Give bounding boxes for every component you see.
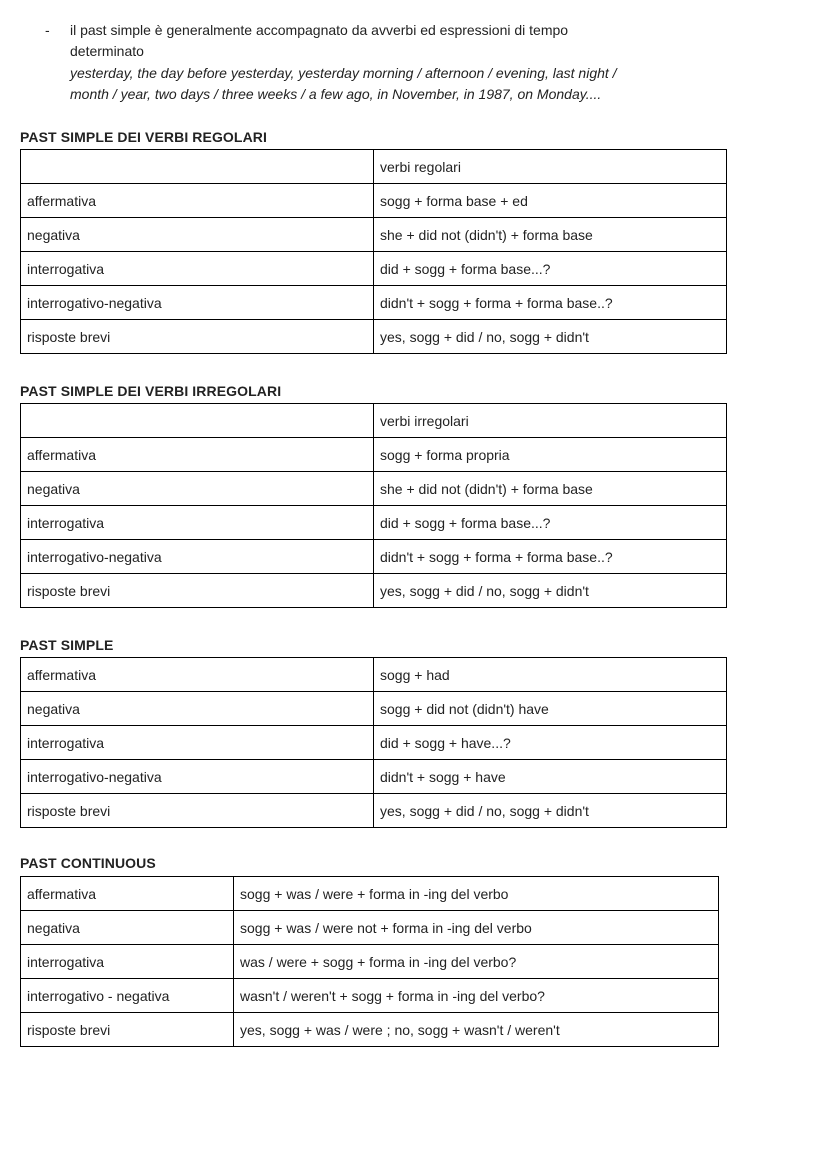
table-cell: verbi irregolari xyxy=(374,404,727,438)
table-cell: verbi regolari xyxy=(374,150,727,184)
table-cell: interrogativo-negativa xyxy=(21,540,374,574)
table-past-continuous xyxy=(20,876,719,1047)
table-cell: wasn't / weren't + sogg + forma in -ing del verbo? xyxy=(234,979,719,1013)
table-cell xyxy=(21,404,374,438)
table-cell: affermativa xyxy=(21,877,234,911)
table-cell: risposte brevi xyxy=(21,574,374,608)
table-row xyxy=(21,760,727,794)
table-row xyxy=(21,218,727,252)
table-cell: sogg + did not (didn't) have xyxy=(374,692,727,726)
table-cell: negativa xyxy=(21,218,374,252)
table-cell: did + sogg + forma base...? xyxy=(374,252,727,286)
table-cell: yes, sogg + did / no, sogg + didn't xyxy=(374,574,727,608)
bullet-examples-line-1: yesterday, the day before yesterday, yesterday morning / afternoon / evening, last night / xyxy=(70,65,617,81)
section-heading-irregular: PAST SIMPLE DEI VERBI IRREGOLARI xyxy=(20,383,282,399)
table-cell: affermativa xyxy=(21,184,374,218)
table-cell: didn't + sogg + have xyxy=(374,760,727,794)
table-cell: negativa xyxy=(21,692,374,726)
table-row xyxy=(21,794,727,828)
table-cell: was / were + sogg + forma in -ing del verbo? xyxy=(234,945,719,979)
bullet-text-line-2: determinato xyxy=(70,43,144,59)
table-header-row xyxy=(21,404,727,438)
table-row xyxy=(21,979,719,1013)
table-cell: risposte brevi xyxy=(21,794,374,828)
table-cell: she + did not (didn't) + forma base xyxy=(374,472,727,506)
table-row xyxy=(21,506,727,540)
table-cell: yes, sogg + did / no, sogg + didn't xyxy=(374,320,727,354)
table-cell: interrogativo-negativa xyxy=(21,760,374,794)
table-cell: sogg + had xyxy=(374,658,727,692)
table-cell: yes, sogg + did / no, sogg + didn't xyxy=(374,794,727,828)
table-row xyxy=(21,574,727,608)
table-cell: interrogativa xyxy=(21,945,234,979)
table-row xyxy=(21,658,727,692)
table-row xyxy=(21,540,727,574)
table-irregular-verbs xyxy=(20,403,727,608)
table-row xyxy=(21,438,727,472)
table-cell: interrogativa xyxy=(21,726,374,760)
table-row xyxy=(21,911,719,945)
table-cell: interrogativo - negativa xyxy=(21,979,234,1013)
table-cell: did + sogg + forma base...? xyxy=(374,506,727,540)
table-cell: sogg + forma base + ed xyxy=(374,184,727,218)
table-row xyxy=(21,1013,719,1047)
table-cell: sogg + was / were + forma in -ing del verbo xyxy=(234,877,719,911)
table-cell: interrogativa xyxy=(21,506,374,540)
table-cell: did + sogg + have...? xyxy=(374,726,727,760)
table-cell xyxy=(21,150,374,184)
table-cell: risposte brevi xyxy=(21,1013,234,1047)
table-past-simple xyxy=(20,657,727,828)
table-cell: negativa xyxy=(21,911,234,945)
table-cell: interrogativo-negativa xyxy=(21,286,374,320)
table-row xyxy=(21,252,727,286)
table-row xyxy=(21,184,727,218)
table-cell: sogg + was / were not + forma in -ing del verbo xyxy=(234,911,719,945)
table-cell: interrogativa xyxy=(21,252,374,286)
table-regular-verbs xyxy=(20,149,727,354)
bullet-dash: - xyxy=(45,22,50,38)
bullet-text-line-1: il past simple è generalmente accompagnato da avverbi ed espressioni di tempo xyxy=(70,22,569,38)
table-cell: affermativa xyxy=(21,438,374,472)
table-row xyxy=(21,945,719,979)
table-row xyxy=(21,726,727,760)
table-row xyxy=(21,320,727,354)
table-cell: didn't + sogg + forma + forma base..? xyxy=(374,540,727,574)
table-row xyxy=(21,286,727,320)
table-cell: negativa xyxy=(21,472,374,506)
table-cell: she + did not (didn't) + forma base xyxy=(374,218,727,252)
table-row xyxy=(21,472,727,506)
table-row xyxy=(21,877,719,911)
table-cell: yes, sogg + was / were ; no, sogg + wasn't / weren't xyxy=(234,1013,719,1047)
table-row xyxy=(21,692,727,726)
table-cell: risposte brevi xyxy=(21,320,374,354)
section-heading-past-simple: PAST SIMPLE xyxy=(20,637,114,653)
table-cell: sogg + forma propria xyxy=(374,438,727,472)
section-heading-past-continuous: PAST CONTINUOUS xyxy=(20,855,156,871)
bullet-examples-line-2: month / year, two days / three weeks / a few ago, in November, in 1987, on Monday.... xyxy=(70,86,602,102)
table-cell: affermativa xyxy=(21,658,374,692)
table-header-row xyxy=(21,150,727,184)
section-heading-regular: PAST SIMPLE DEI VERBI REGOLARI xyxy=(20,129,267,145)
table-cell: didn't + sogg + forma + forma base..? xyxy=(374,286,727,320)
